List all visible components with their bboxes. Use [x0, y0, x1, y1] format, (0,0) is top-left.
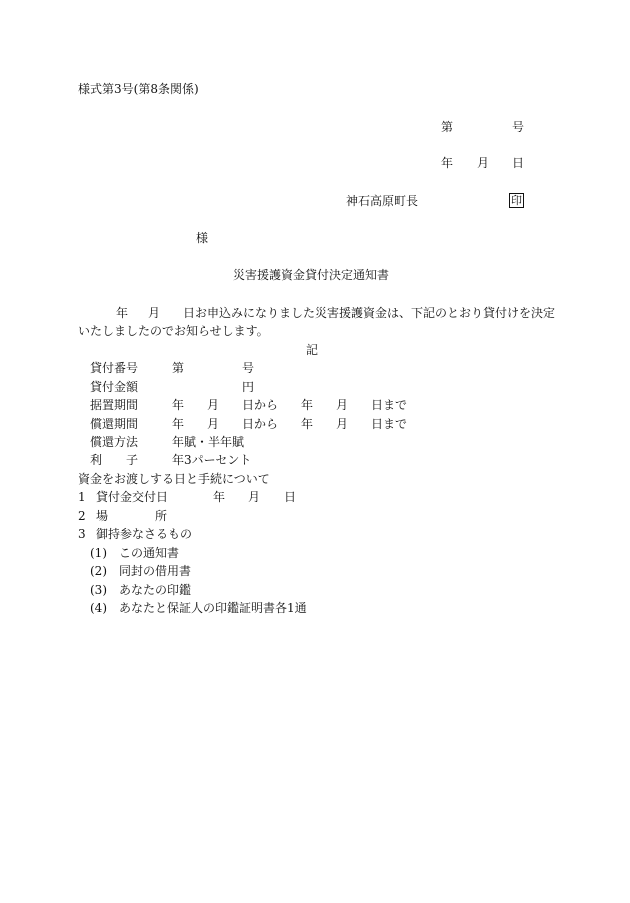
grace-month2: 月 [336, 398, 349, 412]
repay-month1: 月 [207, 417, 220, 431]
item1-year: 年 [213, 490, 226, 504]
repay-from: 日から [242, 417, 279, 431]
item3-label: 御持参なさるもの [96, 527, 193, 541]
item2-label-1: 場 [96, 509, 109, 523]
repay-method-value: 年賦・半年賦 [172, 435, 245, 449]
item1-day: 日 [284, 490, 297, 504]
repay-until: 日まで [371, 417, 408, 431]
item1-label: 貸付金交付日 [96, 490, 169, 504]
loan-number-label: 貸付番号 [90, 361, 139, 375]
seal-mark [509, 193, 524, 208]
subitem-1-num: (1) [90, 546, 107, 560]
doc-number-dai: 第 [441, 120, 454, 134]
repay-period-label: 償還期間 [90, 417, 139, 431]
grace-month1: 月 [207, 398, 220, 412]
form-label: 様式第3号(第8条関係) [78, 82, 199, 96]
subitem-4-text: あなたと保証人の印鑑証明書各1通 [119, 601, 307, 615]
loan-amount-unit: 円 [242, 380, 255, 394]
item2-label-2: 所 [155, 509, 168, 523]
repay-method-label: 償還方法 [90, 435, 139, 449]
grace-until: 日まで [371, 398, 408, 412]
repay-month2: 月 [336, 417, 349, 431]
grace-year2: 年 [301, 398, 314, 412]
subitem-4-num: (4) [90, 601, 107, 615]
ki-mark: 記 [306, 343, 319, 357]
document-title: 災害援護資金貸付決定通知書 [233, 268, 390, 282]
subitem-2-num: (2) [90, 564, 107, 578]
item3-num: 3 [78, 527, 86, 541]
procedure-heading: 資金をお渡しする日と手続について [78, 472, 270, 486]
interest-label-2: 子 [126, 453, 139, 467]
doc-number-go: 号 [512, 120, 525, 134]
interest-value: 年3パーセント [172, 453, 252, 467]
item2-num: 2 [78, 509, 86, 523]
date-year: 年 [441, 156, 454, 170]
grace-period-label: 据置期間 [90, 398, 139, 412]
intro-line1: 日お申込みになりました災害援護資金は、下記のとおり貸付けを決定 [183, 306, 556, 320]
intro-line2: いたしましたのでお知らせします。 [78, 324, 269, 338]
item1-month: 月 [248, 490, 261, 504]
intro-year: 年 [116, 306, 129, 320]
date-day: 日 [512, 156, 525, 170]
interest-label-1: 利 [90, 453, 103, 467]
loan-number-go: 号 [242, 361, 255, 375]
grace-year1: 年 [172, 398, 185, 412]
subitem-3-num: (3) [90, 583, 107, 597]
subitem-1-text: この通知書 [119, 546, 180, 560]
repay-year2: 年 [301, 417, 314, 431]
loan-amount-label: 貸付金額 [90, 380, 139, 394]
loan-number-dai: 第 [172, 361, 185, 375]
item1-num: 1 [78, 490, 86, 504]
date-month: 月 [477, 156, 490, 170]
issuer-name: 神石高原町長 [346, 194, 419, 208]
grace-from: 日から [242, 398, 279, 412]
repay-year1: 年 [172, 417, 185, 431]
subitem-3-text: あなたの印鑑 [119, 583, 192, 597]
addressee-suffix: 様 [196, 231, 209, 245]
seal-text: 印 [511, 194, 522, 207]
intro-month: 月 [148, 306, 161, 320]
subitem-2-text: 同封の借用書 [119, 564, 192, 578]
